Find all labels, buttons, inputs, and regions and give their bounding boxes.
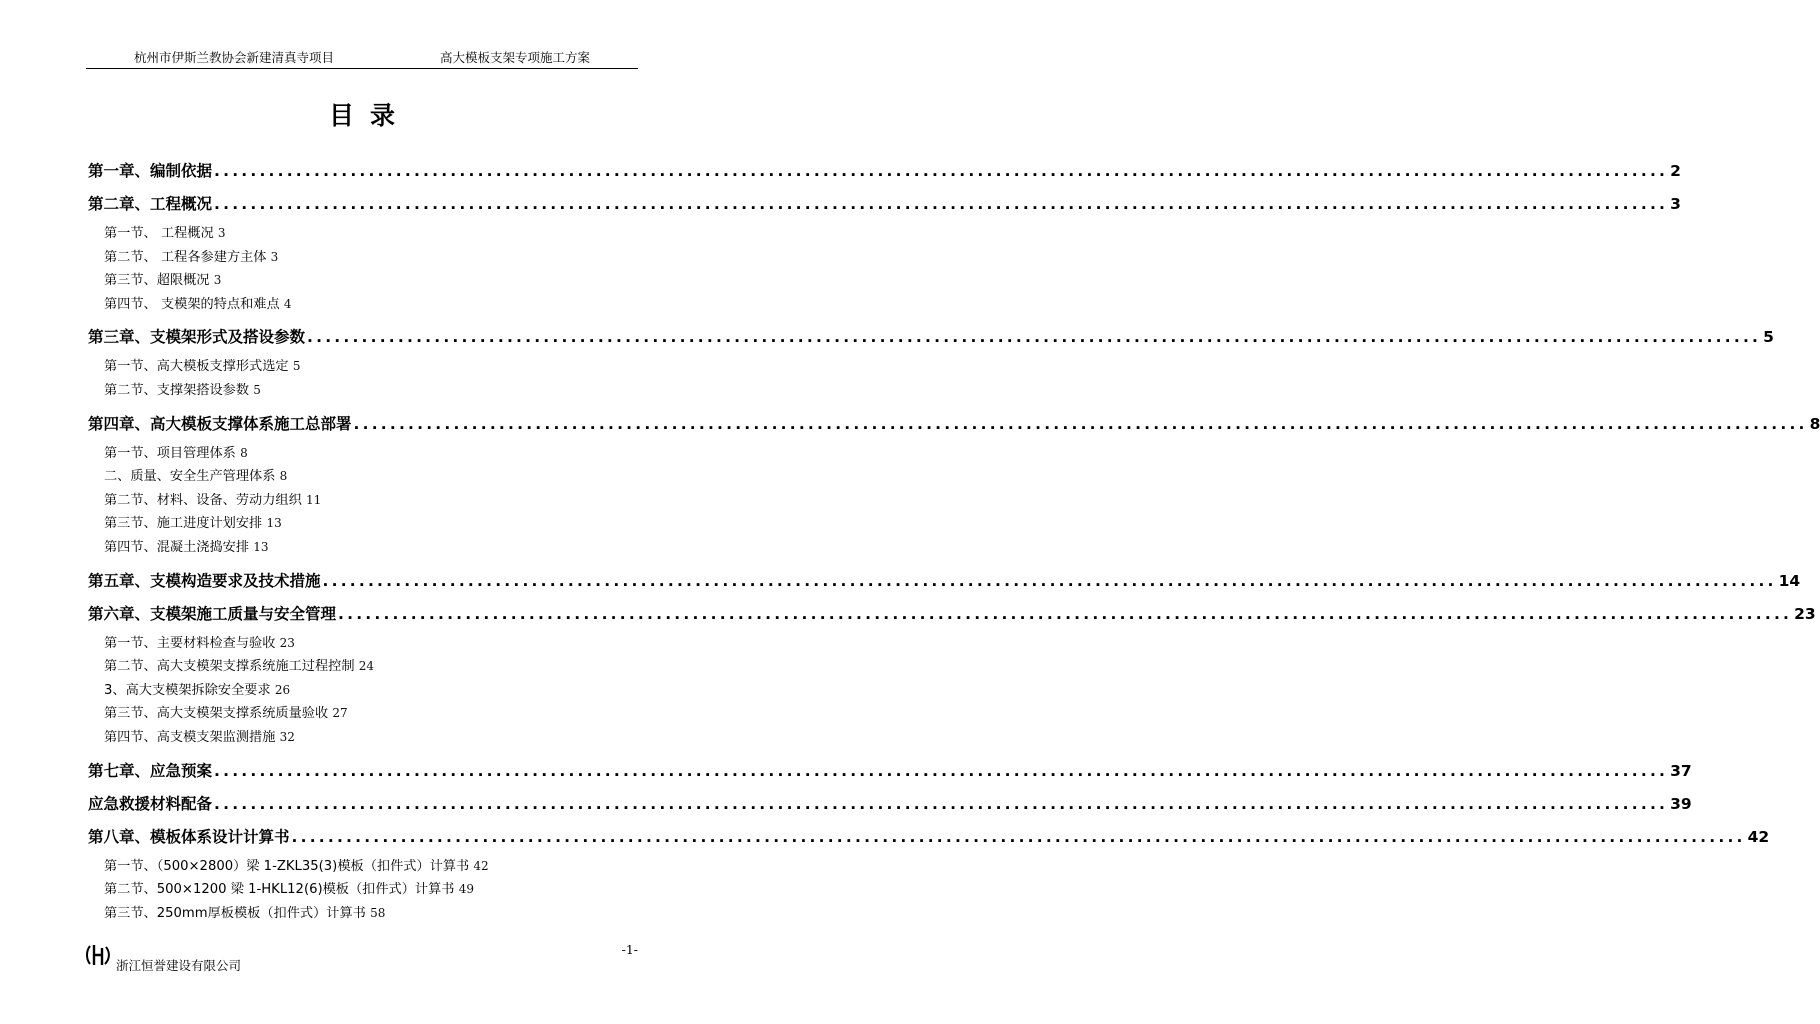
- toc-section-entry[interactable]: [88, 655, 638, 679]
- toc-entry-page: 42: [473, 858, 489, 873]
- toc-section-entry[interactable]: [88, 246, 638, 270]
- toc-section-entry[interactable]: [88, 355, 638, 379]
- toc-entry-label: 第三章、支模架形式及搭设参数: [88, 328, 306, 347]
- toc-entry-page: 5: [253, 382, 261, 397]
- toc-dot-leader: ................................................................................................................................................................: [214, 162, 1669, 180]
- toc-entry-page: 8: [240, 445, 248, 460]
- toc-chapter-entry[interactable]: [88, 756, 1692, 787]
- toc-dot-leader: ................................................................................................................................................................: [322, 571, 1777, 590]
- toc-entry-page: 23: [1794, 604, 1816, 623]
- toc-entry-label: 第四节、高支模支架监测措施: [104, 729, 280, 745]
- toc-chapter-entry[interactable]: [88, 566, 1801, 597]
- toc-entry-page: 14: [1778, 571, 1801, 590]
- footer-company-name: 浙江恒誉建设有限公司: [116, 958, 242, 973]
- toc-section-entry[interactable]: [88, 679, 638, 703]
- company-logo-icon: [86, 943, 112, 967]
- toc-entry-page: 32: [279, 729, 295, 744]
- page-header: [86, 44, 638, 69]
- toc-entry-label: 应急救援材料配备: [88, 794, 213, 813]
- toc-entry-label: 第三节、高大支模架支撑系统质量验收: [104, 706, 333, 722]
- toc-dot-leader: ................................................................................................................................................................: [307, 328, 1762, 347]
- toc-section-entry[interactable]: [88, 855, 638, 879]
- toc-entry-label: 第八章、模板体系设计计算书: [88, 827, 290, 846]
- toc-dot-leader: ................................................................................................................................................................: [214, 794, 1669, 813]
- toc-entry-page: 5: [292, 359, 301, 374]
- toc-entry-label: 3、高大支模架拆除安全要求: [104, 682, 275, 698]
- toc-dot-leader: ................................................................................................................................................................: [338, 604, 1793, 623]
- toc-dot-leader: ................................................................................................................................................................: [353, 414, 1808, 433]
- toc-section-entry[interactable]: [88, 489, 638, 513]
- toc-entry-page: 3: [270, 249, 279, 264]
- toc-section-entry[interactable]: [88, 702, 638, 726]
- toc-entry-label: 第四章、高大模板支撑体系施工总部署: [88, 414, 352, 433]
- toc-entry-page: 49: [458, 882, 474, 897]
- toc-entry-page: 23: [279, 635, 295, 650]
- toc-section-entry[interactable]: [88, 222, 638, 246]
- toc-entry-label: 第一章、编制依据: [88, 162, 213, 180]
- toc-entry-label: 第二节、支撑架搭设参数: [104, 382, 254, 398]
- page-title: 目录: [328, 101, 411, 130]
- toc-entry-label: 第一节、项目管理体系: [104, 445, 241, 461]
- toc-section-entry[interactable]: [88, 878, 638, 902]
- toc-entry-page: 2: [1670, 162, 1681, 180]
- toc-entry-label: 第二章、工程概况: [88, 195, 213, 213]
- toc-entry-label: 第四节、混凝土浇捣安排: [104, 539, 254, 555]
- toc-chapter-entry[interactable]: [88, 156, 1681, 187]
- toc-section-entry[interactable]: [88, 632, 638, 656]
- toc-entry-label: 第二节、高大支模架支撑系统施工过程控制: [104, 659, 359, 675]
- toc-dot-leader: ................................................................................................................................................................: [214, 761, 1669, 780]
- toc-entry-label: 第一节、 工程概况: [104, 226, 218, 241]
- toc-entry-page: 4: [283, 296, 292, 311]
- toc-entry-label: 第四节、 支模架的特点和难点: [104, 296, 284, 312]
- toc-entry-label: 第一节、主要材料检查与验收: [104, 635, 280, 651]
- toc-entry-label: 第三节、250mm厚板模板（扣件式）计算书: [104, 905, 371, 921]
- table-of-contents: [88, 156, 1820, 925]
- toc-entry-page: 11: [306, 492, 322, 507]
- toc-entry-page: 58: [370, 905, 386, 920]
- toc-chapter-entry[interactable]: [88, 822, 1770, 853]
- toc-section-entry[interactable]: [88, 442, 638, 466]
- toc-entry-label: 第二节、材料、设备、劳动力组织: [104, 492, 307, 508]
- toc-entry-label: 二、质量、安全生产管理体系: [104, 469, 280, 485]
- toc-entry-page: 42: [1747, 827, 1770, 846]
- toc-entry-page: 3: [213, 273, 222, 288]
- toc-entry-page: 3: [217, 226, 226, 240]
- header-document-name: 高大模板支架专项施工方案: [439, 50, 590, 65]
- toc-entry-page: 13: [253, 539, 269, 554]
- toc-entry-page: 8: [279, 469, 288, 484]
- toc-section-entry[interactable]: [88, 269, 638, 293]
- toc-entry-page: 26: [274, 682, 291, 697]
- toc-chapter-entry[interactable]: [88, 789, 1692, 820]
- toc-entry-page: 13: [266, 516, 282, 531]
- toc-section-entry[interactable]: [88, 465, 638, 489]
- toc-chapter-entry[interactable]: [88, 322, 1774, 353]
- toc-entry-page: 8: [1809, 414, 1820, 433]
- toc-entry-label: 第一节、（500×2800）梁 1-ZKL35(3)模板（扣件式）计算书: [104, 858, 474, 874]
- toc-section-entry[interactable]: [88, 512, 638, 536]
- toc-section-entry[interactable]: [88, 536, 638, 560]
- toc-entry-label: 第二节、500×1200 梁 1-HKL12(6)模板（扣件式）计算书: [104, 882, 459, 898]
- toc-entry-label: 第三节、超限概况: [104, 273, 214, 289]
- toc-section-entry[interactable]: [88, 293, 638, 317]
- toc-entry-page: 27: [332, 706, 348, 721]
- toc-chapter-entry[interactable]: [88, 599, 1816, 630]
- toc-entry-label: 第六章、支模架施工质量与安全管理: [88, 604, 337, 623]
- toc-section-entry[interactable]: [88, 902, 638, 926]
- toc-entry-page: 39: [1670, 794, 1692, 813]
- toc-entry-label: 第五章、支模构造要求及技术措施: [88, 571, 321, 590]
- toc-entry-page: 3: [1670, 195, 1681, 213]
- toc-section-entry[interactable]: [88, 726, 638, 750]
- toc-entry-page: 24: [358, 659, 375, 674]
- toc-dot-leader: ................................................................................................................................................................: [291, 827, 1746, 846]
- toc-chapter-entry[interactable]: [88, 189, 1681, 220]
- toc-entry-label: 第一节、高大模板支撑形式选定: [104, 359, 293, 375]
- header-project-name: 杭州市伊斯兰教协会新建清真寺项目: [134, 50, 335, 65]
- toc-section-entry[interactable]: [88, 379, 638, 403]
- toc-entry-label: 第二节、 工程各参建方主体: [104, 249, 271, 265]
- toc-entry-label: 第七章、应急预案: [88, 761, 213, 780]
- toc-entry-page: 5: [1763, 328, 1774, 347]
- footer-page-number: -1-: [621, 942, 638, 957]
- toc-chapter-entry[interactable]: [88, 409, 1820, 440]
- toc-dot-leader: ................................................................................................................................................................: [214, 195, 1669, 213]
- toc-entry-label: 第三节、施工进度计划安排: [104, 516, 267, 532]
- toc-entry-page: 37: [1670, 761, 1692, 780]
